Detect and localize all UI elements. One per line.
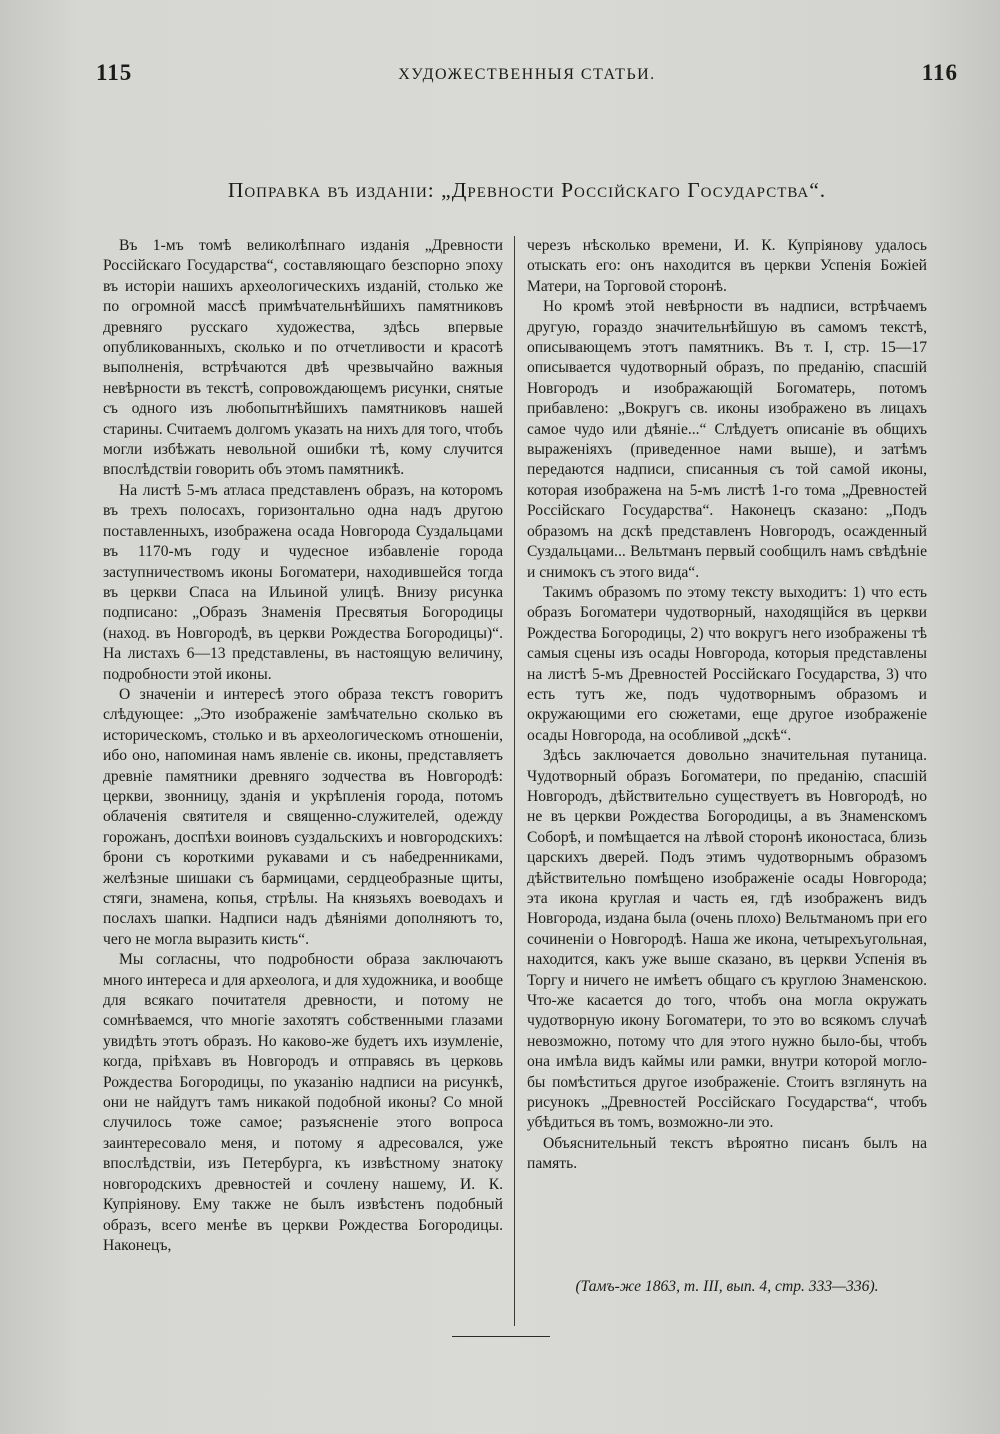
article-title: Поправка въ изданіи: „Древности Россійскаго Государства“.: [227, 178, 827, 202]
source-citation: (Тамъ-же 1863, т. III, вып. 4, стр. 333—336).: [575, 1278, 879, 1295]
paragraph: О значеніи и интересѣ этого образа текстъ говоритъ слѣдующее: „Это изображеніе замѣчательно сколько въ историческомъ, столько и въ археологическомъ отношеніи, ибо оно, напоминая намъ явленіе св. иконы, представляетъ древніе памятники древняго зодчества въ Новгородѣ: церкви, звонницу, зданія и укрѣпленія города, потомъ облаченія святителя и священно-служителей, одежду горожанъ, доспѣхи воиновъ суздальскихъ и новгородскихъ: брони съ короткими рукавами и съ набедренниками, желѣзные шишаки съ бармицами, сердцеобразные щиты, стяги, знамена, копья, стрѣлы. На князьяхъ воеводахъ и послахъ шапки. Надписи надъ дѣяніями дополняютъ то, чего не могла выразить кисть“.: [103, 685, 503, 948]
page-number-right: 116: [921, 60, 958, 85]
column-divider: [514, 236, 515, 1326]
left-column: [103, 236, 503, 1256]
paragraph: Здѣсь заключается довольно значительная путаница. Чудотворный образъ Богоматери, по преданію, спасшій Новгородъ, дѣйствительно существуетъ въ Новгородѣ, но не въ церкви Рождества Богородицы, а въ Знаменскомъ Соборѣ, и помѣщается на лѣвой сторонѣ иконостаса, близь царскихъ дверей. Подъ этимъ чудотворнымъ образомъ дѣйствительно помѣщено изображеніе осады Новгорода; эта икона круглая и часть ея, гдѣ изображенъ видъ Новгорода, издана была (очень плохо) Вельтманомъ при его сочиненіи о Новгородѣ. Наша же икона, четырехъугольная, находится, какъ уже выше сказано, въ церкви Успенія въ Торгу и ничего не имѣетъ общаго съ круглою Знаменскою. Что-же касается до того, чтобъ она могла окружать чудотворную икону Богоматери, то это во всякомъ случаѣ невозможно, потому что для этого нужно было-бы, чтобъ она имѣла видъ каймы или рамки, внутри которой могло-бы помѣститься другое изображеніе. Стоитъ взглянуть на рисунокъ „Древностей Россійскаго Государства“, чтобъ убѣдиться въ томъ, возможно-ли это.: [527, 747, 927, 1132]
paragraph: Въ 1-мъ томѣ великолѣпнаго изданія „Древности Россійскаго Государства“, составляющаго безспорно эпоху въ исторіи нашихъ археологическихъ изданій, столько же по огромной массѣ примѣчательнѣйшихъ памятниковъ древняго русскаго художества, здѣсь впервые опубликованныхъ, сколько и по отчетливости и красотѣ выполненія, встрѣчаются двѣ чрезвычайно важныя невѣрности въ текстѣ, сопровождающемъ рисунки, снятые съ одного изъ любопытнѣйшихъ памятниковъ нашей старины. Считаемъ долгомъ указать на нихъ для того, чтобъ могли избѣжать невольной ошибки тѣ, кому случится впослѣдствіи говорить объ этомъ памятникѣ.: [103, 237, 503, 479]
paragraph: На листѣ 5-мъ атласа представленъ образъ, на которомъ въ трехъ полосахъ, горизонтально одна надъ другою поставленныхъ, изображена осада Новгорода Суздальцами въ 1170-мъ году и чудесное избавленіе города заступничествомъ иконы Богоматери, находившейся тогда въ церкви Спаса на Ильиной улицѣ. Внизу рисунка подписано: „Образъ Знаменія Пресвятыя Богородицы (наход. въ Новгородѣ, въ церкви Рождества Богородицы)“. На листахъ 6—13 представлены, въ настоящую величину, подробности этой иконы.: [103, 481, 503, 683]
paragraph: Такимъ образомъ по этому тексту выходитъ: 1) что есть образъ Богоматери чудотворный, находящійся въ церкви Рождества Богородицы, 2) что вокругъ него изображены тѣ самыя сцены изъ осады Новгорода, которыя представлены на листѣ 5-мъ Древностей Россійскаго Государства, 3) что есть тутъ же, подъ чудотворнымъ образомъ и окружающими его сюжетами, еще другое изображеніе осады Новгорода, на особливой „дскѣ“.: [527, 583, 927, 744]
section-title: ХУДОЖЕСТВЕННЫЯ СТАТЬИ.: [398, 66, 656, 83]
running-head: [96, 60, 958, 94]
page-number-left: 115: [96, 60, 133, 85]
paragraph: Объяснительный текстъ вѣроятно писанъ былъ на память.: [527, 1134, 927, 1173]
right-column: [527, 236, 927, 1175]
paragraph: черезъ нѣсколько времени, И. К. Купріянову удалось отыскать его: онъ находится въ церкви Успенія Божіей Матери, на Торговой сторонѣ.: [527, 237, 927, 295]
paragraph: Мы согласны, что подробности образа заключаютъ много интереса и для археолога, и для художника, и вообще для всякаго почитателя древности, и потому не сомнѣваемся, что многіе захотятъ собственными глазами увидѣть этотъ образъ. Но каково-же будетъ ихъ изумленіе, когда, пріѣхавъ въ Новгородъ и отправясь въ церковь Рождества Богородицы, по указанію надписи на рисункѣ, они не найдутъ тамъ никакой подобной иконы? Со мной случилось тоже самое; разъясненіе этого вопроса заинтересовало меня, и потому я адресовался, уже впослѣдствіи, изъ Петербурга, къ извѣстному знатоку новгородскихъ древностей и сочлену нашему, И. К. Купріянову. Ему также не былъ извѣстенъ подобный образъ, всего менѣе въ церкви Рождества Богородицы. Наконецъ,: [103, 951, 503, 1254]
paragraph: Но кромѣ этой невѣрности въ надписи, встрѣчаемъ другую, гораздо значительнѣйшую въ самомъ текстѣ, описывающемъ этотъ памятникъ. Въ т. I, стр. 15—17 описывается чудотворный образъ, по преданію, спасшій Новгородъ и изображающій Богоматерь, потомъ прибавлено: „Вокругъ св. иконы изображено въ лицахъ самое чудо или дѣяніе...“ Слѣдуетъ описаніе въ общихъ выраженіяхъ (приведенное нами выше), и затѣмъ передаются надписи, списанныя съ той самой иконы, которая изображена на 5-мъ листѣ 1-го тома „Древностей Россійскаго Государства“. Наконецъ сказано: „Подъ образомъ на дскѣ представленъ Новгородъ, осажденный Суздальцами... Вельтманъ первый сообщилъ намъ свѣдѣніе и снимокъ съ этого вида“.: [527, 298, 927, 581]
end-rule: [452, 1336, 550, 1337]
